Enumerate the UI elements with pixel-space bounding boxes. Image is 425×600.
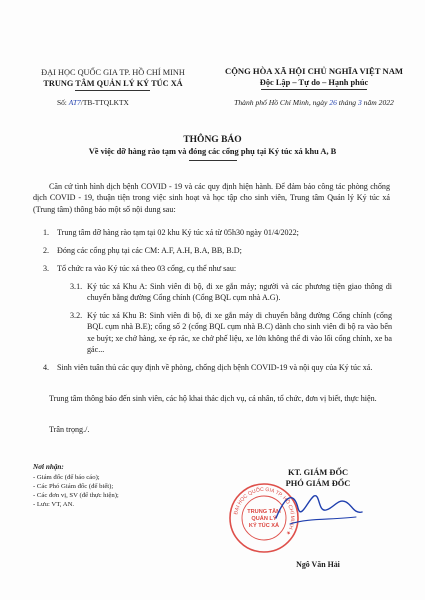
signer-role-2: PHÓ GIÁM ĐỐC [285,479,351,488]
subitem-text: Ký túc xá Khu A: Sinh viên đi bộ, đi xe gắn máy; người và các phương tiện giao thông di chuyển bằng đường Cổng chính (Cổng BQL cụm nhà A.G). [87,282,392,303]
list-item [43,245,393,256]
place-mid: tháng [336,98,358,107]
recipients-title: Nơi nhận: [33,463,64,471]
place-date [214,98,414,107]
recipient-line: - Các Phó Giám đốc (để biết); [33,483,114,490]
list-item [43,227,393,238]
list-item [43,362,393,373]
subitem-text: Ký túc xá Khu B: Sinh viên đi bộ, đi xe gắn máy di chuyển bằng đường Cổng chính (cổng BQL cụm nhà B.E); cổng số 2 (cổng BQL cụm nhà B.C) dành cho sinh viên đi bộ ra vào bến xe buýt; xe chở hàng, xe ép rác, xe chở phế liệu, xe lớn không thể đi vào lối cổng chính, xe ba gác... [87,311,392,355]
regards: Trân trọng./. [49,425,90,434]
intro-paragraph: Căn cứ tình hình dịch bệnh COVID - 19 và các quy định hiện hành. Để đảm bảo công tác phòng chống dịch COVID - 19, thuận tiện trong việc sinh hoạt và học tập cho sinh viên, Trung tâm Quản lý Ký túc xá (Trung tâm) thông báo một số nội dung sau: [33,182,390,214]
document-subject: Về việc dỡ hàng rào tạm và đóng các cổng phụ tại Ký túc xá khu A, B [88,147,337,156]
place-prefix: Thành phố Hồ Chí Minh, ngày [234,98,330,107]
subitem-number: 3.1. [70,282,83,291]
national-title: CỘNG HÒA XÃ HỘI CHỦ NGHĨA VIỆT NAM [224,66,404,76]
signer-role-1: KT. GIÁM ĐỐC [287,468,349,477]
sub-list-item [70,281,392,304]
item-text: Sinh viên tuân thủ các quy định về phòng, chống dịch bệnh COVID-19 và nội quy của Ký túc xá. [57,363,373,372]
subitem-number: 3.2. [70,311,83,320]
document-number [57,98,129,107]
item-text: Tổ chức ra vào Ký túc xá theo 03 cổng, cụ thể như sau: [57,264,237,273]
doc-no-prefix: Số: [57,98,69,107]
national-motto: Độc Lập – Tự do – Hạnh phúc [259,78,369,87]
sub-list-item [70,310,392,356]
item-text: Trung tâm dỡ hàng rào tạm tại 02 khu Ký túc xá từ 05h30 ngày 01/4/2022; [57,228,299,237]
org-underline [75,90,150,91]
svg-text:TRUNG TÂM: TRUNG TÂM [247,509,281,515]
document-title: THÔNG BÁO [183,135,242,145]
list-item [43,263,393,274]
date-month: 3 [357,98,362,107]
handwritten-signature [268,484,368,532]
signer-name: Ngô Văn Hải [296,560,340,569]
org-parent-name: ĐẠI HỌC QUỐC GIA TP. HỒ CHÍ MINH [41,68,185,77]
recipient-line: - Các đơn vị, SV (để thực hiện); [33,492,119,499]
doc-no-suffix: /TB-TTQLKTX [80,98,129,107]
org-name: TRUNG TÂM QUẢN LÝ KÝ TÚC XÁ [43,79,183,88]
svg-text:KÝ TÚC XÁ: KÝ TÚC XÁ [248,523,280,529]
item-number: 4. [43,363,50,372]
item-text: Đóng các cổng phụ tại các CM: A.F, A.H, B.A, BB, B.D; [57,246,242,255]
motto-underline [261,89,367,90]
recipient-line: - Lưu: VT, AN. [33,501,75,508]
item-number: 3. [43,264,50,273]
place-suffix: năm 2022 [361,98,394,107]
date-day: 26 [329,98,337,107]
recipient-line: - Giám đốc (để báo cáo); [33,474,100,481]
svg-text:ĐẠI HỌC QUỐC GIA TP. HỒ CHÍ MI: ĐẠI HỌC QUỐC GIA TP. HỒ CHÍ MINH ★ [233,486,296,537]
closing-paragraph: Trung tâm thông báo đến sinh viên, các hộ khai thác dịch vụ, cá nhân, tổ chức, đơn vị biết, thực hiện. [49,394,377,403]
subject-underline [189,160,237,161]
item-number: 1. [43,228,50,237]
doc-no-handwritten: AT7 [68,98,81,107]
item-number: 2. [43,246,50,255]
svg-text:QUẢN LÝ: QUẢN LÝ [251,516,277,522]
